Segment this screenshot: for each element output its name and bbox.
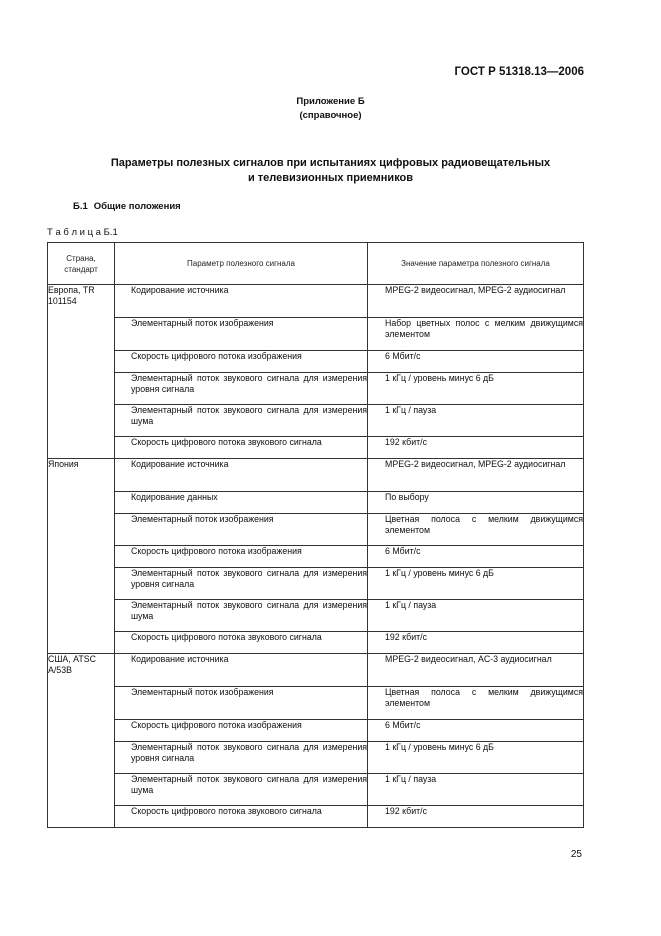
value-cell: [368, 437, 584, 459]
table-row: [48, 632, 584, 654]
table-row: [48, 687, 584, 720]
table-header-row: [48, 243, 584, 285]
value-text: 1 кГц / уровень минус 6 дБ: [385, 373, 494, 383]
value-cell: [368, 492, 584, 514]
parameter-cell: [115, 351, 368, 373]
parameter-text: Элементарный поток звукового сигнала для измерения уровня сигнала: [131, 568, 367, 589]
value-cell: [368, 285, 584, 318]
value-text: 6 Мбит/с: [385, 720, 421, 730]
parameter-text: Элементарный поток звукового сигнала для измерения уровня сигнала: [131, 373, 367, 394]
annex-type: (справочное): [299, 110, 362, 121]
parameter-text: Кодирование источника: [131, 654, 229, 664]
table-row: [48, 568, 584, 600]
value-text: 1 кГц / пауза: [385, 600, 437, 610]
table-row: [48, 405, 584, 437]
parameter-text: Скорость цифрового потока изображения: [131, 351, 302, 361]
country-cell: США, ATSC A/53B: [48, 654, 115, 828]
value-text: MPEG-2 видеосигнал, MPEG-2 аудиосигнал: [385, 459, 566, 469]
table-row: [48, 654, 584, 687]
value-cell: [368, 351, 584, 373]
parameter-text: Скорость цифрового потока звукового сигнала: [131, 806, 322, 816]
value-text: 1 кГц / пауза: [385, 405, 437, 415]
parameter-text: Элементарный поток звукового сигнала для измерения шума: [131, 774, 367, 795]
parameter-cell: [115, 742, 368, 774]
value-text: 192 кбит/с: [385, 806, 427, 816]
parameter-cell: [115, 514, 368, 546]
table-row: [48, 351, 584, 373]
parameter-text: Скорость цифрового потока изображения: [131, 720, 302, 730]
value-text: 6 Мбит/с: [385, 351, 421, 361]
parameter-text: Кодирование источника: [131, 459, 229, 469]
value-cell: [368, 459, 584, 492]
parameter-text: Элементарный поток звукового сигнала для измерения шума: [131, 600, 367, 621]
parameter-text: Скорость цифрового потока изображения: [131, 546, 302, 556]
parameter-cell: [115, 720, 368, 742]
value-cell: [368, 514, 584, 546]
document-title-line-1: Параметры полезных сигналов при испытаниях цифровых радиовещательных: [110, 157, 551, 169]
value-text: 1 кГц / пауза: [385, 774, 437, 784]
value-cell: [368, 654, 584, 687]
value-cell: [368, 600, 584, 632]
parameters-table: [47, 242, 584, 828]
parameter-cell: [115, 654, 368, 687]
table-row: [48, 437, 584, 459]
parameter-cell: [115, 405, 368, 437]
value-cell: [368, 774, 584, 806]
parameter-text: Кодирование данных: [131, 492, 218, 502]
parameter-text: Кодирование источника: [131, 285, 229, 295]
value-cell: [368, 568, 584, 600]
table-row: [48, 600, 584, 632]
value-cell: [368, 632, 584, 654]
table-row: [48, 492, 584, 514]
parameter-text: Элементарный поток изображения: [131, 687, 274, 697]
parameter-text: Элементарный поток изображения: [131, 318, 274, 328]
parameter-text: Элементарный поток изображения: [131, 514, 274, 524]
parameter-cell: [115, 600, 368, 632]
parameter-cell: [115, 373, 368, 405]
parameter-cell: [115, 632, 368, 654]
parameter-cell: [115, 459, 368, 492]
value-text: Цветная полоса с мелким движущимся элементом: [385, 514, 583, 535]
annex-title: Приложение Б: [296, 96, 365, 107]
section-title: Общие положения: [93, 201, 181, 212]
document-standard-header: ГОСТ Р 51318.13—2006: [454, 66, 584, 78]
value-text: 1 кГц / уровень минус 6 дБ: [385, 568, 494, 578]
parameter-text: Элементарный поток звукового сигнала для измерения шума: [131, 405, 367, 426]
header-country: Страна, стандарт: [48, 243, 115, 285]
country-cell: Япония: [48, 459, 115, 654]
parameter-text: Элементарный поток звукового сигнала для измерения уровня сигнала: [131, 742, 367, 763]
value-cell: [368, 373, 584, 405]
country-cell: Европа, TR 101154: [48, 285, 115, 459]
table-row: [48, 459, 584, 492]
value-cell: [368, 806, 584, 828]
parameter-cell: [115, 546, 368, 568]
table-row: [48, 742, 584, 774]
value-cell: [368, 405, 584, 437]
table-row: [48, 774, 584, 806]
parameter-text: Скорость цифрового потока звукового сигнала: [131, 632, 322, 642]
value-text: 1 кГц / уровень минус 6 дБ: [385, 742, 494, 752]
value-cell: [368, 742, 584, 774]
table-caption: Т а б л и ц а Б.1: [47, 227, 118, 238]
value-text: Цветная полоса с мелким движущимся элементом: [385, 687, 583, 708]
parameter-cell: [115, 806, 368, 828]
value-text: Набор цветных полос с мелким движущимся элементом: [385, 318, 583, 339]
section-heading: [73, 201, 181, 212]
page-number: 25: [570, 849, 582, 860]
table-row: [48, 514, 584, 546]
document-title-line-2: и телевизионных приемников: [247, 172, 414, 184]
value-cell: [368, 318, 584, 351]
value-text: 192 кбит/с: [385, 632, 427, 642]
table-row: [48, 318, 584, 351]
parameter-cell: [115, 774, 368, 806]
section-number: Б.1: [73, 201, 88, 212]
header-value: Значение параметра полезного сигнала: [368, 243, 584, 285]
table-row: [48, 720, 584, 742]
parameter-cell: [115, 285, 368, 318]
value-text: 6 Мбит/с: [385, 546, 421, 556]
parameter-text: Скорость цифрового потока звукового сигнала: [131, 437, 322, 447]
parameter-cell: [115, 492, 368, 514]
value-cell: [368, 546, 584, 568]
table-row: [48, 806, 584, 828]
table-row: [48, 546, 584, 568]
value-text: По выбору: [385, 492, 429, 502]
value-text: 192 кбит/с: [385, 437, 427, 447]
parameter-cell: [115, 687, 368, 720]
parameter-cell: [115, 568, 368, 600]
value-cell: [368, 720, 584, 742]
document-title: [0, 156, 661, 186]
parameter-cell: [115, 437, 368, 459]
value-text: MPEG-2 видеосигнал, AC-3 аудиосигнал: [385, 654, 552, 664]
value-text: MPEG-2 видеосигнал, MPEG-2 аудиосигнал: [385, 285, 566, 295]
header-parameter: Параметр полезного сигнала: [115, 243, 368, 285]
parameter-cell: [115, 318, 368, 351]
value-cell: [368, 687, 584, 720]
table-row: [48, 373, 584, 405]
table-row: [48, 285, 584, 318]
